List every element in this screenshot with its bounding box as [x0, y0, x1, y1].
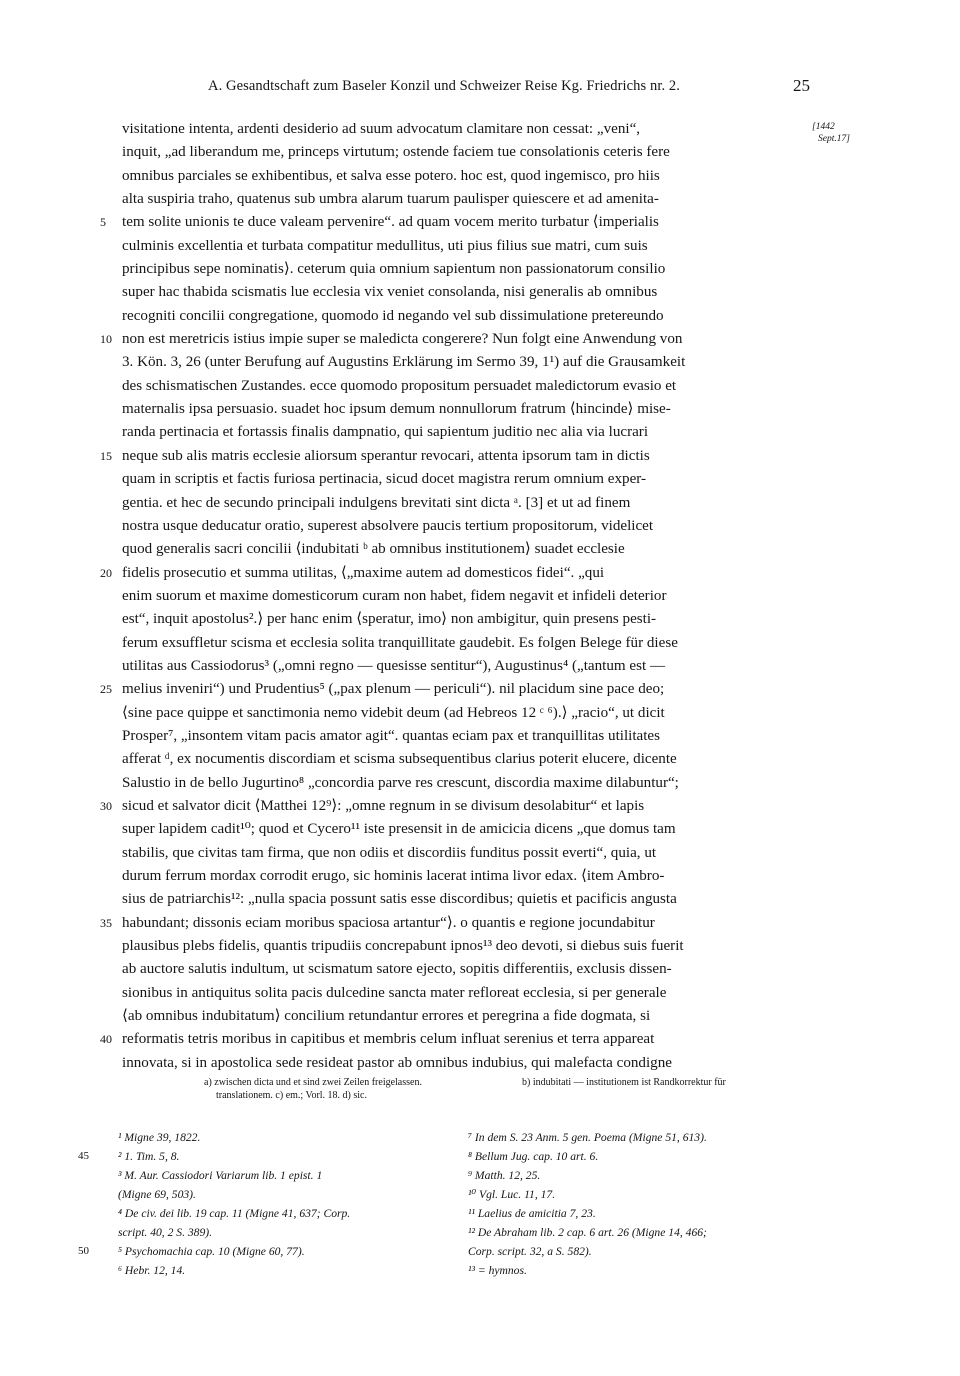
footnote-text: ¹¹ Laelius de amicitia 7, 23. [468, 1207, 596, 1220]
apparatus-note-b: b) indubitati — institutionem ist Randkorrektur für [522, 1077, 726, 1088]
text-line [122, 748, 812, 771]
footnote-text: ⁵ Psychomachia cap. 10 (Migne 60, 77). [118, 1245, 305, 1258]
text-line [122, 842, 812, 865]
line-number: 40 [100, 1032, 112, 1047]
text-line [122, 398, 812, 421]
line-text: habundant; dissonis eciam moribus spaciosa artantur“⟩. o quantis e regione jocundabitur [122, 914, 655, 931]
critical-apparatus [204, 1076, 814, 1102]
line-number: 5 [100, 215, 106, 230]
line-text: super lapidem cadit¹⁰; quod et Cycero¹¹ iste presensit in de amicicia dicens „que domus tam [122, 821, 676, 838]
footnote-text: ⁸ Bellum Jug. cap. 10 art. 6. [468, 1150, 599, 1163]
footnote [118, 1166, 458, 1185]
text-line [100, 1028, 812, 1051]
line-text: reformatis tetris moribus in capitibus et membris celum influat serenius et terra appareat [122, 1031, 655, 1048]
text-line [122, 351, 812, 374]
line-number: 10 [100, 332, 112, 347]
running-head-title: A. Gesandtschaft zum Baseler Konzil und Schweizer Reise Kg. Friedrichs nr. 2. [208, 78, 680, 94]
footnote [78, 1147, 458, 1166]
running-head [120, 78, 810, 100]
line-text: Salustio in de bello Jugurtino⁸ „concordia parve res crescunt, discordia maxime dilabuntur“; [122, 774, 679, 791]
text-line [122, 538, 812, 561]
footnote-text: (Migne 69, 503). [118, 1188, 196, 1201]
line-text: ferum exsuffletur scisma et ecclesia solita tranquillitate gaudebit. Es folgen Belege für diese [122, 634, 678, 651]
footnote [118, 1204, 458, 1223]
text-line [122, 165, 812, 188]
line-text: stabilis, que civitas tam firma, que non odiis et discordiis funditus possit everti“, quia, ut [122, 844, 657, 861]
page-number: 25 [793, 76, 810, 95]
text-line [122, 725, 812, 748]
footnote-text: ³ M. Aur. Cassiodori Variarum lib. 1 epist. 1 [118, 1169, 323, 1182]
text-line [122, 188, 812, 211]
line-number: 50 [78, 1245, 89, 1257]
footnote-text: ² 1. Tim. 5, 8. [118, 1150, 180, 1163]
line-number: 35 [100, 915, 112, 930]
text-line [122, 515, 812, 538]
apparatus-note-c: translationem. c) em.; Vorl. 18. d) sic. [216, 1090, 367, 1101]
footnote [118, 1261, 458, 1280]
text-line [122, 888, 812, 911]
footnote-text: ¹² De Abraham lib. 2 cap. 6 art. 26 (Migne 14, 466; [468, 1226, 707, 1239]
text-line [100, 912, 812, 935]
text-line [122, 982, 812, 1005]
text-line [122, 235, 812, 258]
line-text: ab auctore salutis indultum, ut scismatum satore ejecto, sopitis differentiis, exclusis dissen- [122, 961, 672, 978]
line-text: sionibus in antiquitus solita pacis dulcedine sancta mater refloreat ecclesia, si per generale [122, 984, 667, 1001]
line-text: tem solite unionis te duce valeam pervenire“. ad quam vocem merito turbatur ⟨imperialis [122, 214, 659, 231]
text-line [100, 211, 812, 234]
footnote [118, 1128, 458, 1147]
text-line [122, 281, 812, 304]
line-text: plausibus plebs fidelis, quantis tripudiis concrepabunt ipnos¹³ deo devoti, si diebus suis fuerit [122, 938, 684, 955]
text-line [100, 562, 812, 585]
footnotes-left-column [78, 1128, 458, 1280]
line-text: alta suspiria traho, quatenus sub umbra alarum tuarum paulisper quiescere et ad amenita- [122, 191, 659, 208]
footnote [468, 1166, 828, 1185]
line-text: sius de patriarchis¹²: „nulla spacia possunt satis esse discordibus; quietis et pacificis angusta [122, 891, 677, 908]
text-line [122, 258, 812, 281]
line-text: culminis excellentia et turbata compatitur medullitus, uti pius filius sue matri, cum suis [122, 237, 648, 254]
text-line [122, 141, 812, 164]
footnote-text: script. 40, 2 S. 389). [118, 1226, 213, 1239]
line-text: durum ferrum mordax corrodit erugo, sic hominis lacerat intima livor edax. ⟨item Ambro- [122, 868, 665, 884]
line-text: quod generalis sacri concilii ⟨indubitati ᵇ ab omnibus institutionem⟩ suadet ecclesie [122, 541, 625, 558]
line-text: 3. Kön. 3, 26 (unter Berufung auf Augustins Erklärung im Sermo 39, 1¹) auf die Grausamkeit [122, 354, 686, 371]
text-line [122, 935, 812, 958]
line-text: innovata, si in apostolica sede resideat pastor ab omnibus indubius, qui malefacta condigne [122, 1054, 672, 1071]
line-text: maternalis ipsa persuasio. suadet hoc ipsum demum nonnullorum fratrum ⟨hincinde⟩ mise- [122, 401, 671, 418]
text-line [122, 818, 812, 841]
line-number: 15 [100, 448, 112, 463]
footnote-text: ¹ Migne 39, 1822. [118, 1131, 201, 1144]
line-number: 45 [78, 1150, 89, 1162]
line-text: neque sub alis matris ecclesie aliorsum sperantur revocari, attenta ipsorum tam in dictis [122, 447, 650, 464]
line-text: Prosper⁷, „insontem vitam pacis amator agit“. quantas eciam pax et tranquillitas utilitates [122, 727, 661, 744]
line-text: inquit, „ad liberandum me, princeps virtutum; ostende faciem tue consolationis ceteris fere [122, 144, 670, 161]
line-text: afferat ᵈ, ex nocumentis discordiam et scisma subsequentibus clarius poterit elucere, dicente [122, 751, 677, 768]
footnote-text: ¹⁰ Vgl. Luc. 11, 17. [468, 1188, 556, 1201]
text-line [122, 1005, 812, 1028]
line-text: principibus sepe nominatis⟩. ceterum quia omnium sapientum non passionatorum consilio [122, 261, 666, 278]
footnote [468, 1204, 828, 1223]
footnote [468, 1261, 828, 1280]
text-line [122, 655, 812, 678]
footnote [468, 1223, 828, 1242]
text-line [122, 865, 812, 888]
footnotes-right-column [468, 1128, 828, 1280]
text-line [122, 1052, 812, 1075]
text-line [122, 421, 812, 444]
line-number: 30 [100, 798, 112, 813]
footnote-text: ¹³ = hymnos. [468, 1264, 527, 1277]
line-text: sicud et salvator dicit ⟨Matthei 12⁹⟩: „omne regnum in se divisum desolabitur“ et lapis [122, 797, 645, 814]
text-line [100, 795, 812, 818]
text-line [100, 678, 812, 701]
line-text: enim suorum et maxime domesticorum curam non habet, fidem negavit et infideli deterior [122, 587, 667, 604]
footnote [468, 1147, 828, 1166]
line-text: visitatione intenta, ardenti desiderio ad suum advocatum clamitare non cessat: „veni“, [122, 121, 641, 137]
text-line [122, 118, 812, 141]
text-line [122, 772, 812, 795]
margin-date-line-2: Sept.17] [818, 134, 850, 144]
footnote [468, 1242, 828, 1261]
footnote [468, 1128, 828, 1147]
line-text: recogniti concilii congregatione, quomodo id negando vel sub dissimulatione pretereundo [122, 307, 664, 324]
line-text: non est meretricis istius impie super se maledicta congerere? Nun folgt eine Anwendung von [122, 331, 683, 348]
apparatus-note-a: a) zwischen dicta und et sind zwei Zeilen freigelassen. [204, 1077, 422, 1088]
margin-date-line-1: [1442 [812, 122, 835, 132]
line-text: nostra usque deducatur oratio, superest absolvere paucis tertium propositorum, videlicet [122, 517, 654, 534]
text-line [100, 445, 812, 468]
footnote-text: Corp. script. 32, a S. 582). [468, 1245, 592, 1258]
text-line [100, 328, 812, 351]
text-line [122, 492, 812, 515]
footnote [118, 1185, 458, 1204]
margin-date-note [812, 121, 882, 145]
line-text: ⟨ab omnibus indubitatum⟩ concilium retundantur errores et peregrina a fide dogmata, si [122, 1008, 651, 1025]
line-text: quam in scriptis et factis furiosa pertinacia, sicud docet magistra rerum omnium exper- [122, 471, 647, 488]
line-number: 20 [100, 565, 112, 580]
text-line [122, 585, 812, 608]
line-text: randa pertinacia et fortassis finalis dampnatio, qui sapientum juditio nec alia via lucrari [122, 424, 649, 441]
text-line [122, 608, 812, 631]
footnote [468, 1185, 828, 1204]
line-text: fidelis prosecutio et summa utilitas, ⟨„maxime autem ad domesticos fidei“. „qui [122, 564, 605, 581]
text-line [122, 632, 812, 655]
line-text: super hac thabida scismatis lue ecclesia vix veniet consolanda, nisi generalis ab omnibus [122, 284, 658, 301]
line-text: melius inveniri“) und Prudentius⁵ („pax plenum — periculi“). nil placidum sine pace deo; [122, 681, 665, 698]
line-text: est“, inquit apostolus².⟩ per hanc enim ⟨speratur, imo⟩ non ambigitur, quin presens pesti- [122, 611, 657, 628]
text-line [122, 375, 812, 398]
footnote-text: ⁹ Matth. 12, 25. [468, 1169, 541, 1182]
line-text: utilitas aus Cassiodorus³ („omni regno — quesisse sentitur“), Augustinus⁴ („tantum est — [122, 657, 666, 674]
line-text: omnibus parciales se exhibentibus, et salva esse potero. hoc est, quod ingemisco, pro hiis [122, 167, 660, 184]
main-text [100, 118, 812, 1075]
text-line [122, 305, 812, 328]
line-number: 25 [100, 682, 112, 697]
text-line [122, 468, 812, 491]
text-line [122, 958, 812, 981]
footnote-text: ⁴ De civ. dei lib. 19 cap. 11 (Migne 41, 637; Corp. [118, 1207, 351, 1220]
footnote-text: ⁷ In dem S. 23 Anm. 5 gen. Poema (Migne 51, 613). [468, 1131, 707, 1144]
footnote [118, 1223, 458, 1242]
line-text: ⟨sine pace quippe et sanctimonia nemo videbit deum (ad Hebreos 12 ᶜ ⁶).⟩ „racio“, ut dicit [122, 704, 665, 721]
footnote [78, 1242, 458, 1261]
text-line [122, 702, 812, 725]
line-text: gentia. et hec de secundo principali indulgens brevitati sint dicta ᵃ. [3] et ut ad finem [122, 494, 631, 511]
line-text: des schismatischen Zustandes. ecce quomodo propositum persuadet maledictorum evasio et [122, 377, 677, 394]
footnote-text: ⁶ Hebr. 12, 14. [118, 1264, 186, 1277]
